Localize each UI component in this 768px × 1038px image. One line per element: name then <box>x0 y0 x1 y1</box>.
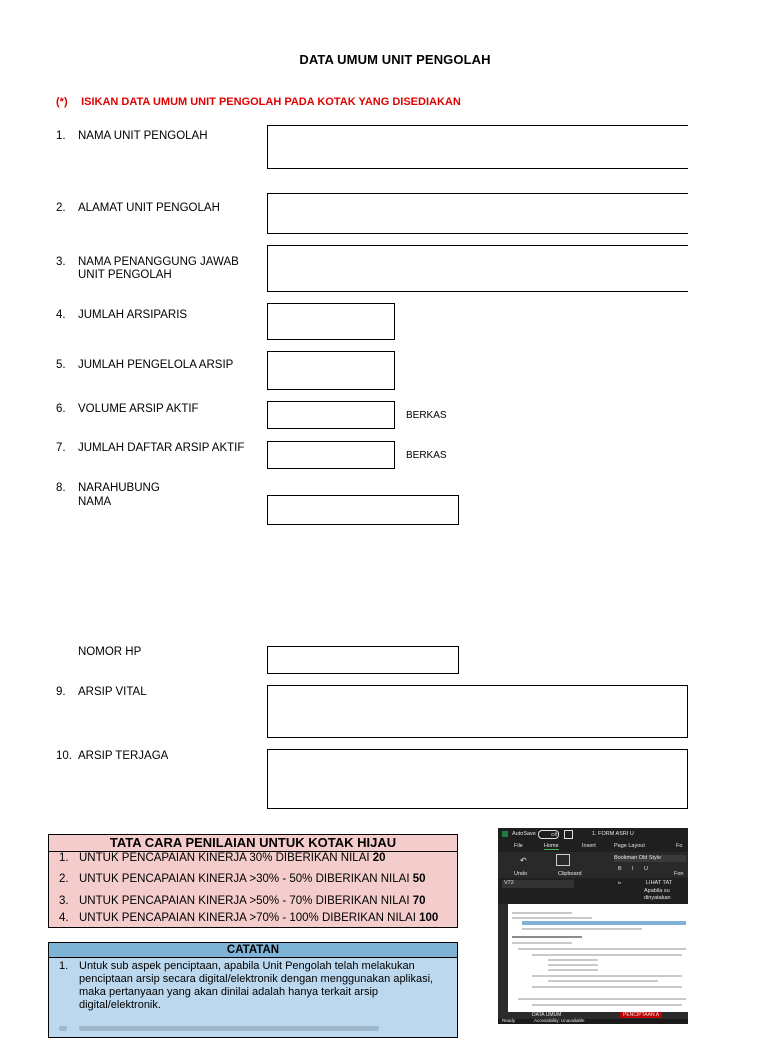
scoring-value: 100 <box>419 912 439 924</box>
accessibility-status: Accessibility: Unavailable <box>534 1018 585 1023</box>
nomor-hp-input-box[interactable] <box>267 646 459 674</box>
formula-text-2: Apabila su <box>644 888 670 894</box>
nama-unit-input-box[interactable] <box>267 125 688 169</box>
scoring-text <box>79 895 426 907</box>
field-label-line2: UNIT PENGOLAH <box>78 269 172 281</box>
paste-icon[interactable] <box>556 854 570 866</box>
scoring-text <box>79 912 438 924</box>
sheet-line <box>512 912 572 914</box>
excel-logo-icon <box>502 831 508 837</box>
sheet-line <box>548 969 598 971</box>
field-label: JUMLAH PENGELOLA ARSIP <box>78 359 234 371</box>
sheet-line <box>512 917 592 919</box>
scoring-desc: UNTUK PENCAPAIAN KINERJA >30% - 50% DIBERIKAN NILAI <box>79 873 413 885</box>
field-label: JUMLAH DAFTAR ARSIP AKTIF <box>78 442 245 454</box>
field-label-line1: NARAHUBUNG <box>78 482 160 494</box>
sheet-line <box>532 986 682 988</box>
field-label: VOLUME ARSIP AKTIF <box>78 403 199 415</box>
autosave-label: AutoSave <box>512 831 536 837</box>
name-box[interactable]: V72 <box>502 880 574 888</box>
row-headers <box>498 904 508 1012</box>
sheet-tabs <box>498 1012 688 1019</box>
arsip-vital-input-box[interactable] <box>267 685 688 738</box>
field-label-line1: NAMA PENANGGUNG JAWAB <box>78 256 239 268</box>
excel-sheet <box>508 904 688 1012</box>
field-arsip-terjaga <box>0 750 260 764</box>
field-alamat-unit <box>0 202 260 216</box>
page-title: DATA UMUM UNIT PENGOLAH <box>299 52 491 67</box>
scoring-desc: UNTUK PENCAPAIAN KINERJA >50% - 70% DIBERIKAN NILAI <box>79 895 413 907</box>
alamat-unit-input-box[interactable] <box>267 193 688 234</box>
sheet-line <box>518 948 686 950</box>
field-label: ARSIP VITAL <box>78 686 147 698</box>
field-label-line2: NAMA <box>78 496 112 508</box>
scoring-value: 50 <box>412 873 426 885</box>
instruction-note <box>56 96 461 108</box>
note-number: 1. <box>59 960 69 972</box>
daftar-arsip-input-box[interactable] <box>267 441 395 469</box>
note-item-fragment <box>59 1026 67 1031</box>
font-name-box[interactable]: Bookman Old Style <box>614 855 686 862</box>
scoring-text <box>79 873 426 885</box>
excel-screenshot <box>498 828 688 1024</box>
instruction-text: ISIKAN DATA UMUM UNIT PENGOLAH PADA KOTAK YANG DISEDIAKAN <box>81 96 461 108</box>
volume-arsip-input-box[interactable] <box>267 401 395 429</box>
scoring-number: 1. <box>59 852 69 864</box>
excel-status-bar <box>498 1019 688 1024</box>
field-number: 3. <box>56 256 66 268</box>
formula-text-3: dinyatakan <box>644 895 671 901</box>
scoring-value: 20 <box>372 852 386 864</box>
field-nomor-hp <box>0 646 260 660</box>
file-name: 1. FORM ASRI U <box>592 831 634 837</box>
field-label: NAMA UNIT PENGOLAH <box>78 130 208 142</box>
field-number: 5. <box>56 359 66 371</box>
note-item-fragment <box>79 1026 379 1031</box>
field-narahubung <box>0 482 260 510</box>
scoring-desc: UNTUK PENCAPAIAN KINERJA >70% - 100% DIBERIKAN NILAI <box>79 912 420 924</box>
field-arsip-vital <box>0 686 260 700</box>
menu-file[interactable]: File <box>514 843 523 849</box>
penanggung-jawab-input-box[interactable] <box>267 245 688 292</box>
field-sub-label: NOMOR HP <box>78 646 142 658</box>
arsip-terjaga-input-box[interactable] <box>267 749 688 809</box>
field-pengelola-arsip <box>0 359 260 373</box>
excel-menu <box>498 842 688 852</box>
undo-group-label: Undo <box>514 871 528 877</box>
clipboard-group-label: Clipboard <box>558 871 582 877</box>
field-label: JUMLAH ARSIPARIS <box>78 309 188 321</box>
status-ready: Ready <box>502 1018 516 1023</box>
field-number: 8. <box>56 482 66 494</box>
font-group-label: Fon <box>674 871 684 877</box>
sheet-line <box>522 928 642 930</box>
bold-icon[interactable]: B <box>618 866 622 872</box>
field-label: ALAMAT UNIT PENGOLAH <box>78 202 220 214</box>
sheet-line <box>532 1004 682 1006</box>
daftar-unit-label: BERKAS <box>406 450 447 461</box>
narahubung-nama-input-box[interactable] <box>267 495 459 525</box>
sheet-line <box>548 980 658 982</box>
scoring-list <box>48 852 458 928</box>
menu-page-layout[interactable]: Page Layout <box>614 843 645 849</box>
field-number: 1. <box>56 130 66 142</box>
sheet-line <box>548 959 598 961</box>
scoring-heading: TATA CARA PENILAIAN UNTUK KOTAK HIJAU <box>48 834 458 852</box>
menu-formulas[interactable]: Fo <box>676 843 683 849</box>
field-volume-arsip <box>0 403 260 417</box>
field-number: 10. <box>56 750 72 762</box>
field-number: 4. <box>56 309 66 321</box>
menu-insert[interactable]: Insert <box>582 843 596 849</box>
italic-icon[interactable]: I <box>632 866 634 872</box>
field-number: 6. <box>56 403 66 415</box>
field-penanggung-jawab <box>0 256 260 284</box>
jumlah-arsiparis-input-box[interactable] <box>267 303 395 340</box>
sheet-line <box>518 998 686 1000</box>
instruction-marker: (*) <box>56 96 68 108</box>
underline-icon[interactable]: U <box>644 866 648 872</box>
scoring-text <box>79 852 386 864</box>
field-label: ARSIP TERJAGA <box>78 750 169 762</box>
scoring-number: 2. <box>59 873 69 885</box>
excel-formula-bar <box>498 878 688 904</box>
scoring-desc: UNTUK PENCAPAIAN KINERJA 30% DIBERIKAN NILAI <box>79 852 373 864</box>
volume-unit-label: BERKAS <box>406 410 447 421</box>
scoring-number: 3. <box>59 895 69 907</box>
sheet-highlight <box>522 921 686 925</box>
autosave-toggle[interactable]: Off <box>538 830 559 839</box>
sheet-line <box>512 942 572 944</box>
formula-text: LIHAT TAT <box>646 880 673 886</box>
tab-penciptaan[interactable]: PENCIPTAAN A <box>620 1012 662 1018</box>
pengelola-arsip-input-box[interactable] <box>267 351 395 390</box>
field-number: 9. <box>56 686 66 698</box>
field-nama-unit <box>0 130 260 144</box>
scoring-number: 4. <box>59 912 69 924</box>
sheet-line <box>512 936 582 938</box>
sheet-line <box>532 975 682 977</box>
undo-icon[interactable]: ↶ <box>520 856 527 865</box>
note-text: Untuk sub aspek penciptaan, apabila Unit Pengolah telah melakukan penciptaan arsip secara digital/elektronik dengan menggunakan aplikasi, maka pertanyaan yang akan dinilai adalah hanya terkait arsip digital/elektronik. <box>79 960 434 1011</box>
field-number: 7. <box>56 442 66 454</box>
field-number: 2. <box>56 202 66 214</box>
sheet-line <box>548 964 598 966</box>
fx-icon: fx <box>618 880 622 885</box>
excel-ribbon <box>498 852 688 878</box>
menu-home[interactable]: Home <box>544 843 559 849</box>
notes-list <box>48 958 458 1038</box>
save-icon[interactable] <box>564 830 573 839</box>
scoring-value: 70 <box>412 895 426 907</box>
field-daftar-arsip <box>0 442 260 456</box>
sheet-line <box>532 954 682 956</box>
field-jumlah-arsiparis <box>0 309 260 323</box>
notes-heading: CATATAN <box>48 942 458 958</box>
excel-titlebar <box>498 828 688 842</box>
tab-data-umum[interactable]: DATA UMUM <box>532 1012 562 1018</box>
